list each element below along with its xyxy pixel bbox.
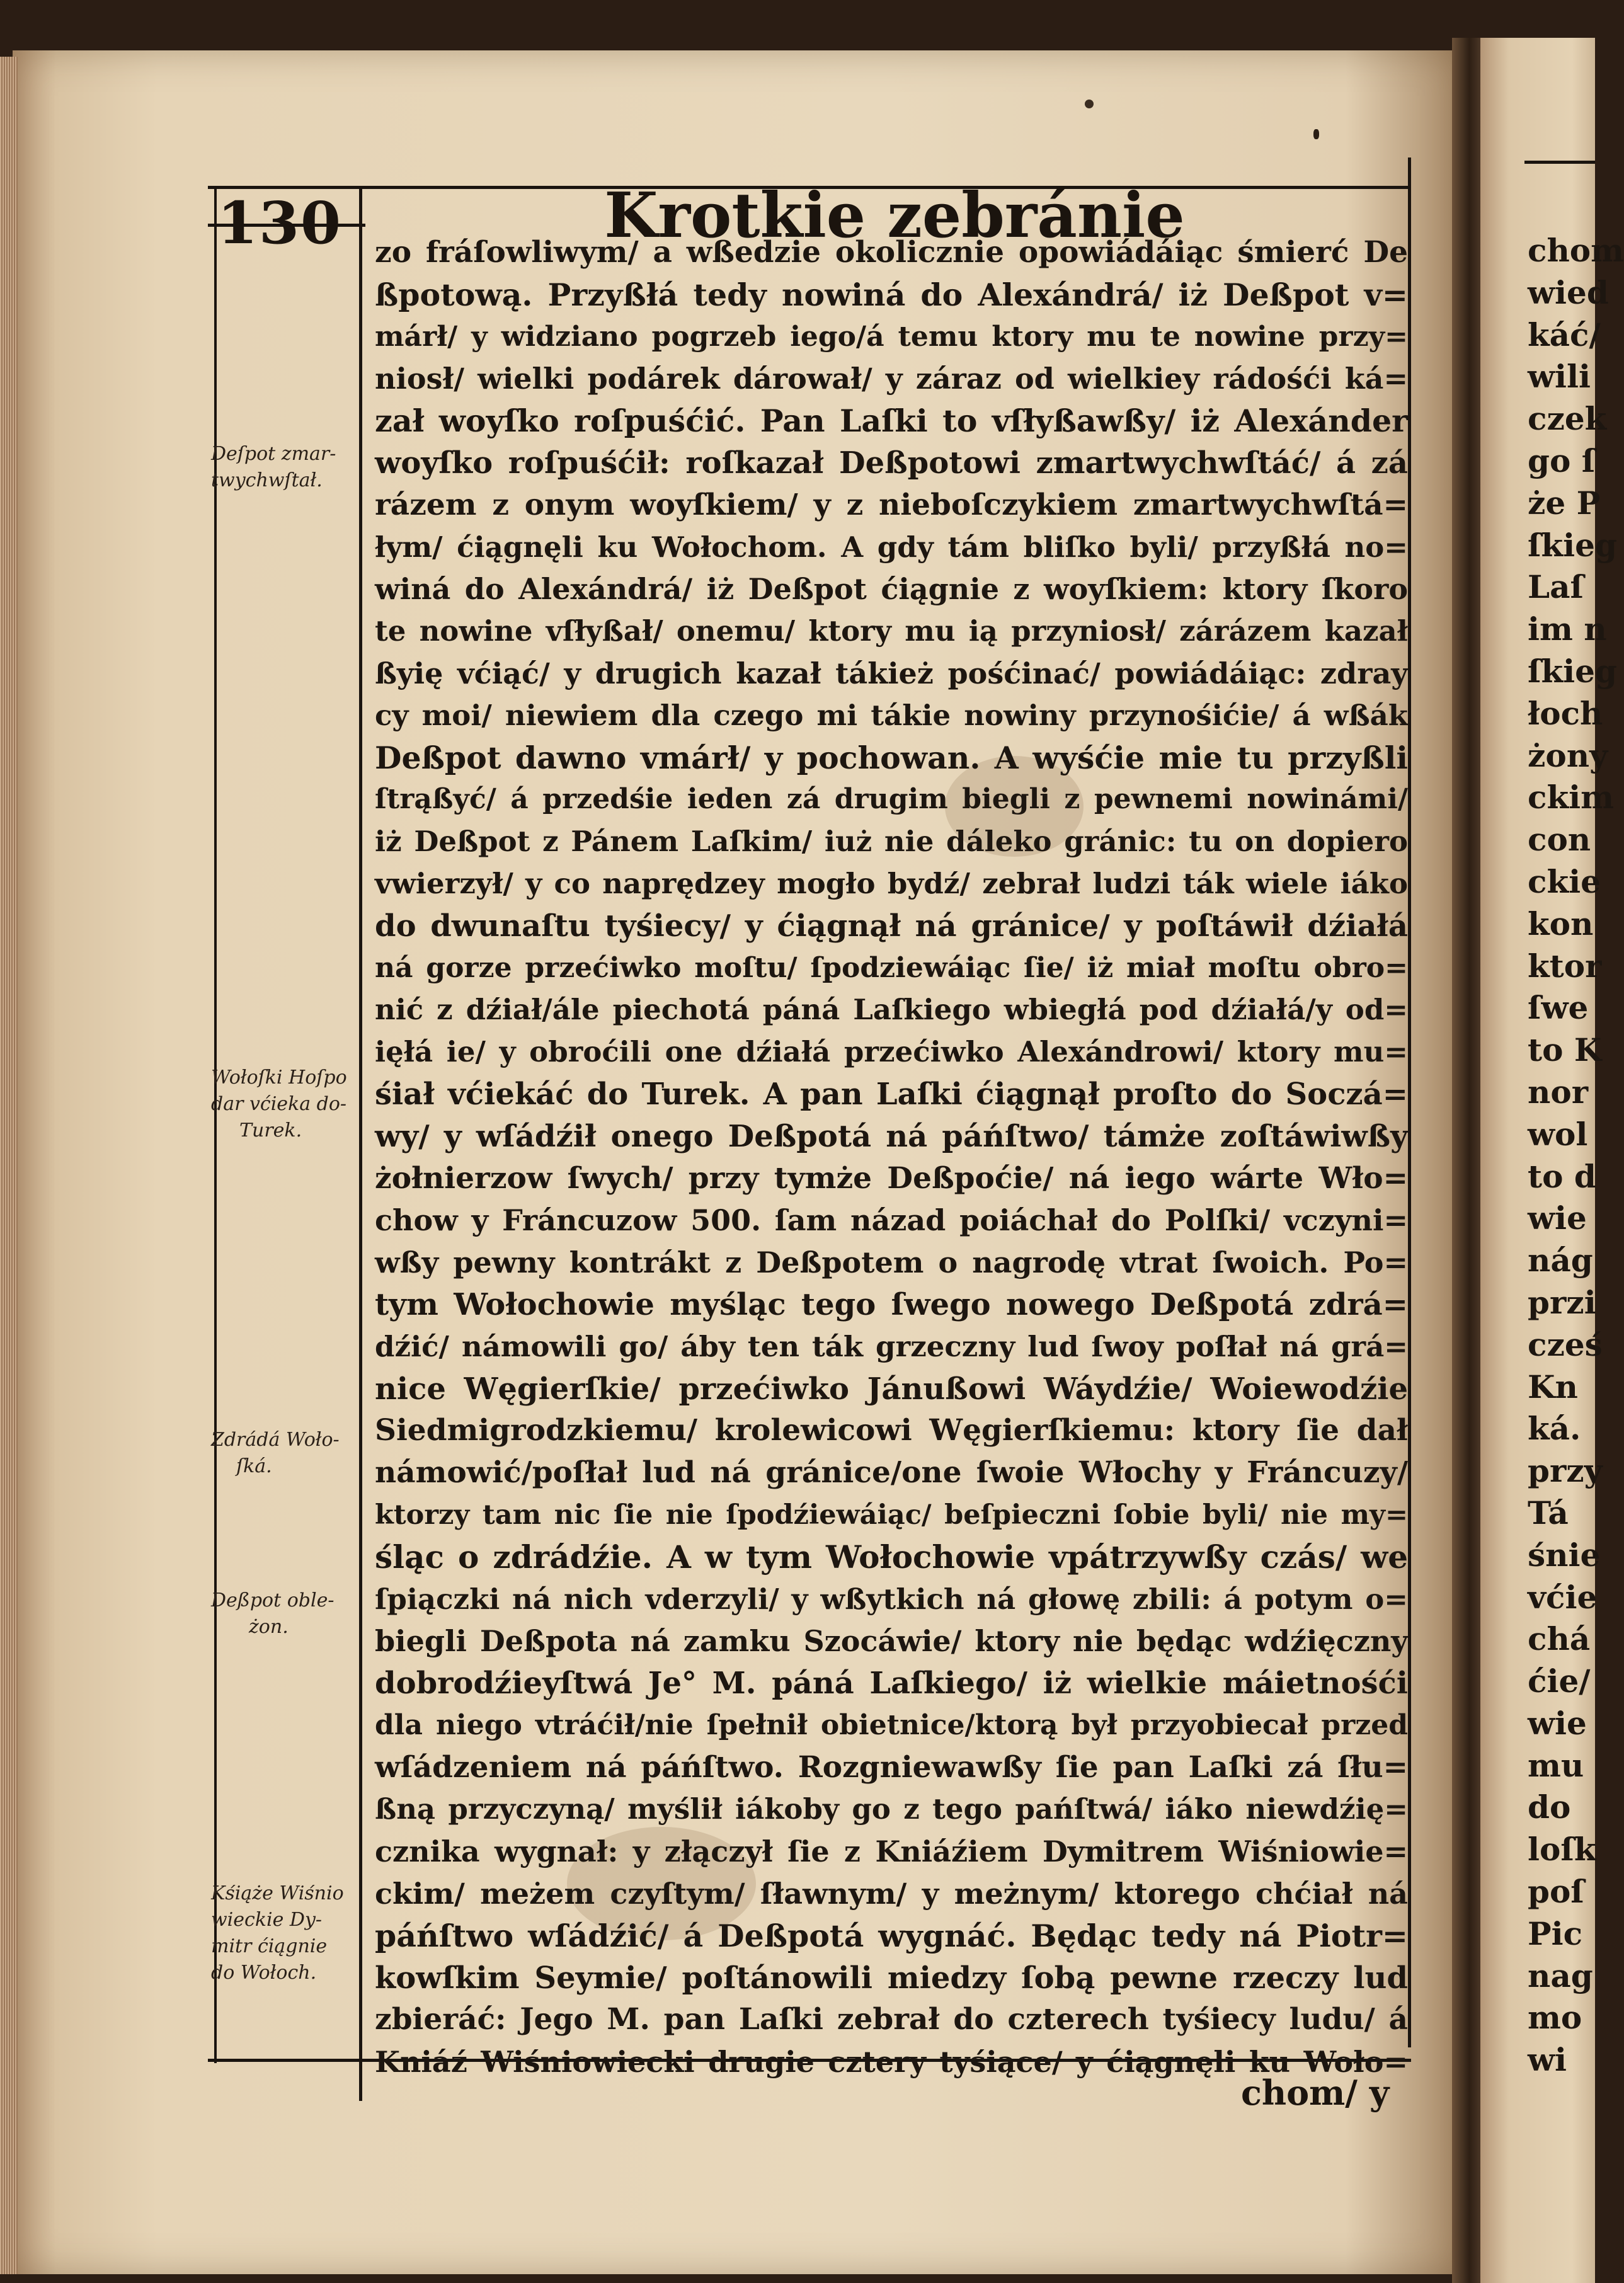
- text-line: ßną przyczyną/ myślił iákoby go z tego pańſtwá/ iáko niewdźię=: [375, 1792, 1408, 1826]
- margin-note-line: Wołoſki Hoſpo: [211, 1067, 347, 1089]
- text-line: ſtrąßyć/ á przedśie ieden zá drugim biegli z pewnemi nowinámi/: [375, 783, 1408, 816]
- right-page-fragment: káć/: [1528, 316, 1601, 353]
- right-page-text: [1528, 230, 1624, 2081]
- text-line: zbieráć: Jego M. pan Laſki zebrał do czterech tyśiecy ludu/ á: [375, 2002, 1408, 2037]
- margin-note-line: Deßpot oble-: [211, 1589, 335, 1611]
- ink-spot: [1313, 129, 1319, 139]
- text-line: biegli Deßpota ná zamku Szocáwie/ ktory nie będąc wdźięczny: [375, 1624, 1408, 1659]
- text-line: iż Deßpot z Pánem Laſkim/ iuż nie dáleko gránic: tu on dopiero: [375, 825, 1408, 859]
- margin-rule: [359, 186, 362, 2101]
- right-page-fragment: go ſ: [1528, 442, 1596, 479]
- text-line: márł/ y widziano pogrzeb iego/á temu ktory mu te nowine przy=: [375, 320, 1408, 353]
- body-text: [375, 232, 1408, 2083]
- right-page-fragment: ſwe: [1528, 989, 1589, 1027]
- page-edges: [0, 57, 18, 2274]
- text-line: śląc o zdrádźie. A w tym Wołochowie vpátrzywßy czás/ we: [375, 1538, 1408, 1576]
- right-page-fragment: ćie/: [1528, 1662, 1591, 1700]
- right-page-fragment: kon: [1528, 905, 1594, 942]
- text-line: chow y Fráncuzow 500. ſam názad poiáchał do Polſki/ vczyni=: [375, 1203, 1408, 1238]
- text-line: dźić/ námowili go/ áby ten ták grzeczny lud ſwoy poſłał ná grá=: [375, 1329, 1408, 1363]
- text-line: cy moi/ niewiem dla czego mi tákie nowiny przynośićie/ á wßák: [375, 698, 1408, 732]
- margin-note-line: mitr ćiągnie: [211, 1935, 328, 1957]
- text-line: vwierzył/ y co naprędzey mogło bydź/ zebrał ludzi ták wiele iáko: [375, 866, 1408, 900]
- margin-note-line: żon.: [249, 1616, 289, 1638]
- right-page-fragment: con: [1528, 821, 1591, 859]
- right-page-fragment: nor: [1528, 1073, 1589, 1111]
- text-line: Siedmigrodzkiemu/ krolewicowi Węgierſkiemu: ktory ſie dał: [375, 1413, 1408, 1448]
- right-page-fragment: ckie: [1528, 862, 1601, 900]
- right-page-fragment: śnie: [1528, 1536, 1601, 1574]
- text-line: ná gorze przećiwko moſtu/ ſpodziewáiąc ſie/ iż miał moſtu obro=: [375, 951, 1408, 984]
- right-page-fragment: im n: [1528, 610, 1607, 648]
- right-page-fragment: do: [1528, 1788, 1571, 1826]
- text-line: tym Wołochowie myśląc tego ſwego nowego Deßpotá zdrá=: [375, 1286, 1408, 1322]
- margin-note-line: Deſpot zmar-: [211, 443, 336, 465]
- text-line: ckim/ meżem czyſtym/ ſławnym/ y meżnym/ ktorego chćiał ná: [375, 1877, 1408, 1911]
- running-head: Krotkie zebránie: [604, 180, 1185, 252]
- right-rule: [1408, 157, 1411, 2047]
- text-line: ktorzy tam nic ſie nie ſpodźiewáiąc/ beſpieczni ſobie byli/ nie my=: [375, 1499, 1408, 1531]
- margin-note: [211, 1427, 346, 1480]
- right-page-fragment: ſkieg: [1528, 526, 1617, 564]
- right-page-fragment: to d: [1528, 1157, 1596, 1195]
- margin-note-line: do Wołoch.: [211, 1962, 317, 1984]
- right-page-fragment: poſ: [1528, 1873, 1584, 1911]
- text-line: cznika wygnał: y złączył ſie z Kniáźiem Dymitrem Wiśniowie=: [375, 1834, 1408, 1869]
- right-page-fragment: przi: [1528, 1283, 1596, 1321]
- right-page-fragment: ckim: [1528, 779, 1614, 816]
- right-page-fragment: czek: [1528, 400, 1607, 438]
- margin-note-line: twychwſtał.: [211, 469, 323, 491]
- text-line: kowſkim Seymie/ poſtánowili miedzy ſobą pewne rzeczy lud: [375, 1960, 1408, 1996]
- right-page-fragment: mo: [1528, 1999, 1582, 2037]
- margin-note: [211, 1065, 346, 1144]
- right-page-fragment: wied: [1528, 273, 1609, 311]
- text-line: wy/ y wſádźił onego Deßpotá ná páńſtwo/ támże zoſtáwiwßy: [375, 1118, 1408, 1154]
- text-line: niosł/ wielki podárek dárował/ y záraz od wielkiey rádośći ká=: [375, 362, 1408, 396]
- margin-note-line: Turek.: [239, 1119, 302, 1142]
- text-line: woyſko roſpuśćił: roſkazał Deßpotowi zmartwychwſtáć/ á zá: [375, 445, 1408, 481]
- margin-note-line: Zdrádá Woło-: [211, 1429, 340, 1451]
- right-page-fragment: wie: [1528, 1199, 1587, 1237]
- text-line: te nowine vſłyßał/ onemu/ ktory mu ią przyniosł/ zárázem kazał: [375, 614, 1408, 648]
- text-line: dla niego vtráćił/nie ſpełnił obietnice/ktorą był przyobiecał przed: [375, 1708, 1408, 1741]
- right-page-fragment: że P: [1528, 484, 1601, 522]
- right-page-fragment: Laſ: [1528, 568, 1584, 606]
- margin-note-line: wieckie Dy-: [211, 1909, 323, 1931]
- right-page-fragment: ktor: [1528, 947, 1602, 985]
- right-page-fragment: chá: [1528, 1620, 1591, 1658]
- right-page-fragment: to K: [1528, 1031, 1602, 1069]
- right-page-rule: [1524, 161, 1595, 164]
- right-page-fragment: wili: [1528, 358, 1591, 396]
- right-page-fragment: mu: [1528, 1746, 1584, 1784]
- margin-note: [211, 1880, 346, 1986]
- catchword: chom/ y: [1241, 2073, 1390, 2113]
- text-line: śiał vćiekáć do Turek. A pan Laſki ćiągnął proſto do Soczá=: [375, 1076, 1408, 1112]
- right-page-fragment: nág: [1528, 1242, 1593, 1279]
- right-page-fragment: Pic: [1528, 1914, 1583, 1952]
- text-line: żołnierzow ſwych/ przy tymże Deßpoćie/ ná iego wárte Wło=: [375, 1160, 1408, 1196]
- margin-note-line: dar vćieka do-: [211, 1093, 347, 1115]
- right-page-fragment: nag: [1528, 1957, 1593, 1994]
- right-page-fragment: wie: [1528, 1704, 1587, 1742]
- text-line: páńſtwo wſádźić/ á Deßpotá wygnáć. Będąc tedy ná Piotr=: [375, 1917, 1408, 1954]
- right-page-fragment: vćie: [1528, 1578, 1598, 1616]
- text-line: nić z dźiał/ále piechotá páná Laſkiego wbiegłá pod dźiałá/y od=: [375, 993, 1408, 1027]
- right-page-fragment: Kn: [1528, 1368, 1578, 1405]
- text-line: Kniáź Wiśniowiecki drugie cztery tyśiące/ y ćiągnęli ku Woło=: [375, 2045, 1408, 2080]
- text-line: winá do Alexándrá/ iż Deßpot ćiągnie z woyſkiem: ktory ſkoro: [375, 572, 1408, 607]
- text-line: zał woyſko roſpuśćić. Pan Laſki to vſłyßawßy/ iż Alexánder: [375, 403, 1408, 440]
- right-page-fragment: loſk: [1528, 1831, 1596, 1868]
- margin-note-line: Kśiąże Wiśnio: [211, 1882, 344, 1904]
- text-line: do dwunaſtu tyśiecy/ y ćiągnął ná gránice/ y poſtáwił dźiałá: [375, 908, 1408, 944]
- right-page-fragment: żony: [1528, 736, 1608, 774]
- right-page-fragment: wol: [1528, 1115, 1588, 1153]
- right-page-fragment: cześ: [1528, 1325, 1603, 1363]
- right-page-fragment: ká.: [1528, 1410, 1581, 1448]
- margin-note-line: ſká.: [236, 1455, 272, 1477]
- right-page-fragment: przy: [1528, 1452, 1603, 1490]
- text-line: wſádzeniem ná páńſtwo. Rozgniewawßy ſie pan Laſki zá ſłu=: [375, 1749, 1408, 1785]
- margin-note: [211, 441, 346, 494]
- text-line: nice Węgierſkie/ przećiwko Jánußowi Wáydźie/ Woiewodźie: [375, 1371, 1408, 1407]
- text-line: ßpotową. Przyßłá tedy nowiná do Alexándrá/ iż Deßpot v=: [375, 276, 1408, 313]
- right-page-fragment: wi: [1528, 2041, 1567, 2079]
- text-line: dobrodźieyſtwá Je° M. páná Laſkiego/ iż wielkie máietnośći: [375, 1666, 1408, 1702]
- right-page-fragment: ſkieg: [1528, 652, 1617, 690]
- text-line: łym/ ćiągnęli ku Wołochom. A gdy tám bliſko byli/ przyßłá no=: [375, 530, 1408, 564]
- right-page-fragment: chom: [1528, 232, 1624, 269]
- right-page-fragment: łoch: [1528, 694, 1603, 732]
- text-line: ßyię vćiąć/ y drugich kazał tákież pośćinać/ powiádáiąc: zdray: [375, 656, 1408, 690]
- margin-note: [211, 1588, 346, 1640]
- ink-spot: [1085, 100, 1094, 108]
- page-number: 130: [217, 189, 343, 257]
- text-line: ięłá ie/ y obroćili one dźiałá przećiwko Alexándrowi/ ktory mu=: [375, 1035, 1408, 1069]
- text-line: wßy pewny kontrákt z Deßpotem o nagrodę vtrat ſwoich. Po=: [375, 1245, 1408, 1280]
- right-page-fragment: Tá: [1528, 1494, 1569, 1531]
- text-line: ſpiączki ná nich vderzyli/ y wßytkich ná głowę zbili: á potym o=: [375, 1582, 1408, 1616]
- text-line: rázem z onym woyſkiem/ y z nieboſczykiem zmartwychwſtá=: [375, 487, 1408, 522]
- text-line: Deßpot dawno vmárł/ y pochowan. A wyśćie mie tu przyßli: [375, 739, 1408, 776]
- text-line: námowić/poſłał lud ná gránice/one ſwoie Włochy y Fráncuzy/: [375, 1455, 1408, 1491]
- text-line: zo fráſowliwym/ a wßedzie okolicznie opowiádáiąc śmierć De: [375, 235, 1408, 270]
